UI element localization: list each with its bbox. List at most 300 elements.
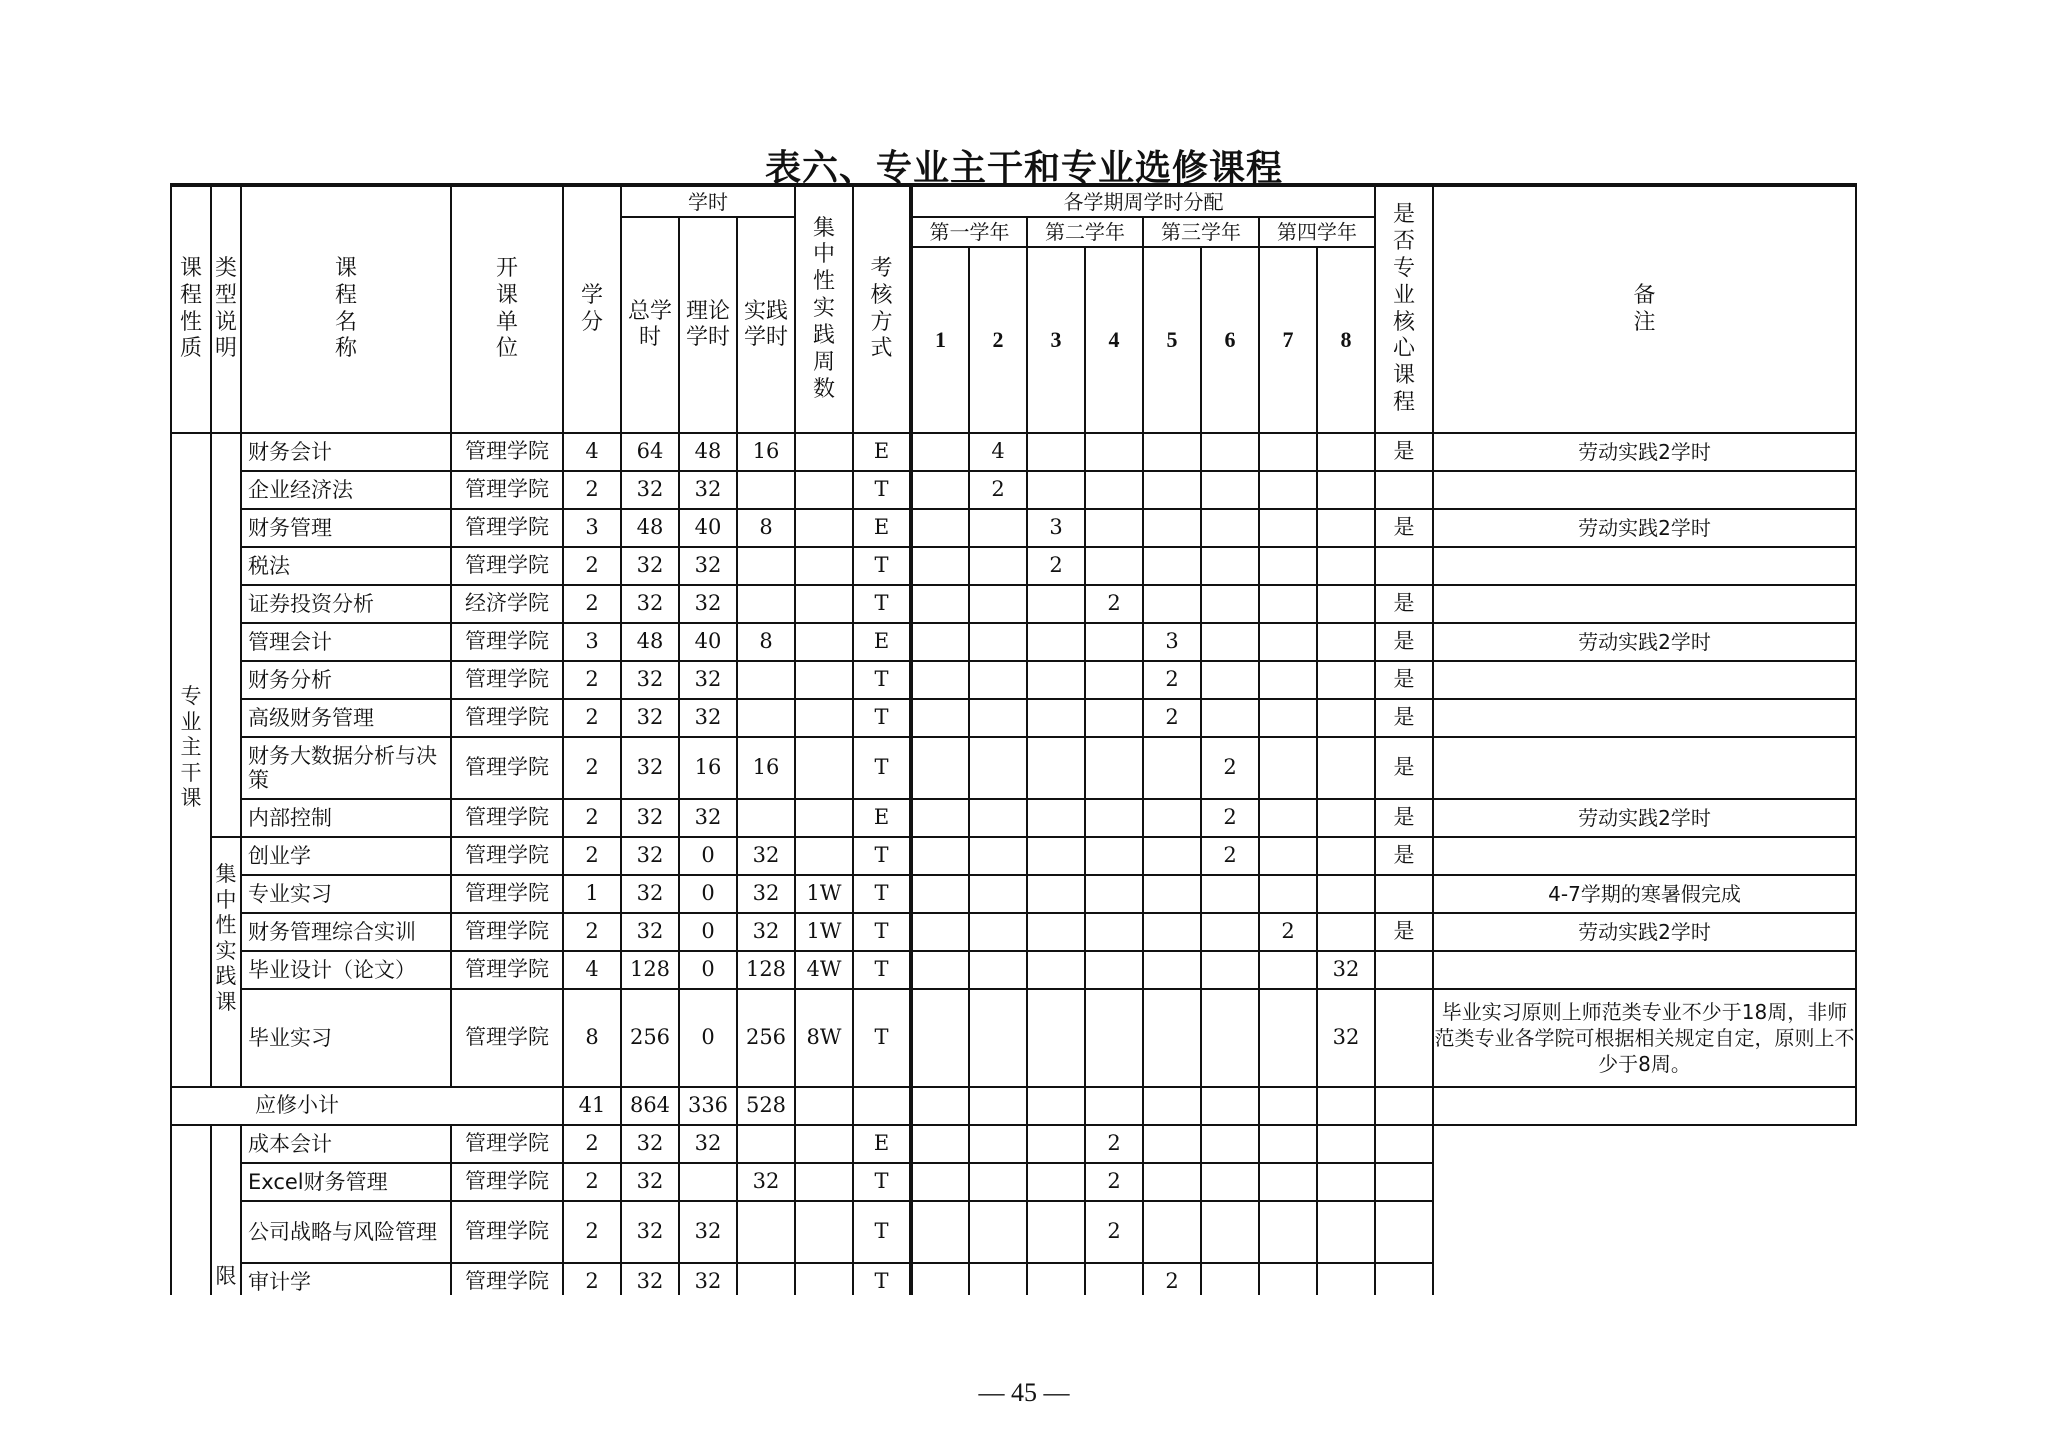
limited-note-blank: [1433, 1125, 1856, 1295]
course-theory: 32: [679, 661, 737, 699]
course-s8: [1317, 433, 1375, 471]
subtotal-s5: [1143, 1087, 1201, 1125]
course-weeks: 1W: [795, 913, 853, 951]
course-total: 48: [621, 509, 679, 547]
table-row: [171, 1125, 1856, 1163]
course-s6: [1201, 875, 1259, 913]
course-s2: 2: [969, 471, 1027, 509]
course-theory: 32: [679, 699, 737, 737]
course-s8: [1317, 661, 1375, 699]
course-unit: 管理学院: [451, 509, 563, 547]
course-practice: 8: [737, 623, 795, 661]
course-core: [1375, 471, 1433, 509]
course-s4: 2: [1085, 585, 1143, 623]
course-core: [1375, 1163, 1433, 1201]
course-unit: 管理学院: [451, 989, 563, 1087]
course-total: 32: [621, 585, 679, 623]
type-blank: [211, 433, 241, 837]
course-practice: 16: [737, 433, 795, 471]
course-s1: [911, 837, 969, 875]
course-practice: 32: [737, 837, 795, 875]
course-s8: [1317, 471, 1375, 509]
course-s5: [1143, 471, 1201, 509]
course-s1: [911, 547, 969, 585]
header-exam: 考核方式: [853, 185, 911, 433]
course-s8: [1317, 1263, 1375, 1295]
course-theory: 0: [679, 913, 737, 951]
course-credit: 2: [563, 1125, 621, 1163]
course-s6: [1201, 509, 1259, 547]
header-year-1: 第一学年: [911, 217, 1027, 247]
course-table: [170, 183, 1857, 1295]
course-credit: 2: [563, 799, 621, 837]
course-s1: [911, 623, 969, 661]
header-year-2: 第二学年: [1027, 217, 1143, 247]
course-exam: E: [853, 433, 911, 471]
course-s1: [911, 737, 969, 799]
course-credit: 3: [563, 509, 621, 547]
course-s1: [911, 509, 969, 547]
course-exam: T: [853, 547, 911, 585]
course-s3: [1027, 875, 1085, 913]
course-total: 32: [621, 1125, 679, 1163]
course-s3: [1027, 951, 1085, 989]
course-s7: [1259, 737, 1317, 799]
course-weeks: [795, 799, 853, 837]
course-theory: 16: [679, 737, 737, 799]
course-s1: [911, 799, 969, 837]
course-s2: [969, 623, 1027, 661]
table-row: [171, 951, 1856, 989]
course-practice: [737, 799, 795, 837]
subtotal-exam: [853, 1087, 911, 1125]
header-name: 课程名称: [241, 185, 451, 433]
table-row: [171, 433, 1856, 471]
subtotal-label: 应修小计: [171, 1087, 563, 1125]
header-unit: 开课单位: [451, 185, 563, 433]
course-unit: 管理学院: [451, 1125, 563, 1163]
course-exam: E: [853, 1125, 911, 1163]
course-s6: [1201, 661, 1259, 699]
course-s8: [1317, 547, 1375, 585]
course-note: [1433, 699, 1856, 737]
course-s2: [969, 875, 1027, 913]
course-unit: 管理学院: [451, 951, 563, 989]
course-note: [1433, 737, 1856, 799]
course-practice: [737, 471, 795, 509]
table-row: [171, 699, 1856, 737]
course-s1: [911, 471, 969, 509]
course-s6: [1201, 585, 1259, 623]
course-s7: [1259, 875, 1317, 913]
header-semester-5: 5: [1143, 247, 1201, 433]
course-s5: 2: [1143, 661, 1201, 699]
course-s7: [1259, 1125, 1317, 1163]
course-s3: [1027, 471, 1085, 509]
course-s3: 3: [1027, 509, 1085, 547]
course-note: [1433, 585, 1856, 623]
course-s6: 2: [1201, 737, 1259, 799]
course-s3: [1027, 661, 1085, 699]
course-core: 是: [1375, 737, 1433, 799]
course-s2: [969, 661, 1027, 699]
course-note: 劳动实践2学时: [1433, 623, 1856, 661]
course-s4: [1085, 837, 1143, 875]
course-weeks: [795, 837, 853, 875]
course-s8: [1317, 1201, 1375, 1263]
course-total: 32: [621, 913, 679, 951]
course-s8: [1317, 913, 1375, 951]
course-s4: 2: [1085, 1201, 1143, 1263]
course-credit: 2: [563, 661, 621, 699]
course-s5: [1143, 799, 1201, 837]
course-weeks: 8W: [795, 989, 853, 1087]
course-s4: [1085, 547, 1143, 585]
course-s6: [1201, 913, 1259, 951]
header-year-3: 第三学年: [1143, 217, 1259, 247]
course-name: 内部控制: [241, 799, 451, 837]
course-total: 64: [621, 433, 679, 471]
course-name: 税法: [241, 547, 451, 585]
course-practice: 32: [737, 1163, 795, 1201]
course-total: 48: [621, 623, 679, 661]
course-s6: [1201, 1201, 1259, 1263]
course-core: [1375, 989, 1433, 1087]
subtotal-credit: 41: [563, 1087, 621, 1125]
course-theory: 32: [679, 471, 737, 509]
table-row: [171, 661, 1856, 699]
course-weeks: [795, 1201, 853, 1263]
course-theory: 0: [679, 875, 737, 913]
course-note: [1433, 547, 1856, 585]
course-exam: T: [853, 585, 911, 623]
course-unit: 管理学院: [451, 837, 563, 875]
header-year-4: 第四学年: [1259, 217, 1375, 247]
course-s5: [1143, 433, 1201, 471]
course-s8: [1317, 737, 1375, 799]
course-name: Excel财务管理: [241, 1163, 451, 1201]
course-s6: [1201, 623, 1259, 661]
course-s7: [1259, 1201, 1317, 1263]
course-s1: [911, 585, 969, 623]
course-unit: 管理学院: [451, 623, 563, 661]
course-weeks: [795, 661, 853, 699]
course-credit: 8: [563, 989, 621, 1087]
course-table-body: [171, 433, 1856, 1295]
table-row: [171, 737, 1856, 799]
subtotal-s7: [1259, 1087, 1317, 1125]
course-s5: [1143, 989, 1201, 1087]
header-semester-3: 3: [1027, 247, 1085, 433]
course-exam: E: [853, 509, 911, 547]
course-s4: [1085, 875, 1143, 913]
course-practice: 128: [737, 951, 795, 989]
course-s5: 2: [1143, 1263, 1201, 1295]
course-s2: 4: [969, 433, 1027, 471]
course-weeks: 4W: [795, 951, 853, 989]
course-name: 财务管理综合实训: [241, 913, 451, 951]
group-major-label: 专业主干课: [171, 433, 211, 1087]
course-weeks: [795, 547, 853, 585]
course-theory: 0: [679, 989, 737, 1087]
course-total: 32: [621, 875, 679, 913]
course-s6: [1201, 547, 1259, 585]
course-unit: 管理学院: [451, 799, 563, 837]
course-exam: T: [853, 737, 911, 799]
course-name: 证券投资分析: [241, 585, 451, 623]
course-s4: [1085, 471, 1143, 509]
course-s6: [1201, 989, 1259, 1087]
course-note: [1433, 837, 1856, 875]
course-s7: [1259, 837, 1317, 875]
table-row: [171, 585, 1856, 623]
course-s6: [1201, 699, 1259, 737]
course-s4: 2: [1085, 1163, 1143, 1201]
subtotal-theory: 336: [679, 1087, 737, 1125]
course-s7: [1259, 951, 1317, 989]
table-row: [171, 837, 1856, 875]
course-name: 财务分析: [241, 661, 451, 699]
course-theory: 32: [679, 1263, 737, 1295]
subtotal-s6: [1201, 1087, 1259, 1125]
course-s2: [969, 585, 1027, 623]
course-name: 高级财务管理: [241, 699, 451, 737]
course-s2: [969, 799, 1027, 837]
course-name: 企业经济法: [241, 471, 451, 509]
course-s5: [1143, 1163, 1201, 1201]
course-total: 256: [621, 989, 679, 1087]
course-s4: [1085, 737, 1143, 799]
course-theory: 40: [679, 623, 737, 661]
course-credit: 2: [563, 547, 621, 585]
header-hours-group: 学时: [621, 185, 795, 217]
course-note: [1433, 951, 1856, 989]
course-s4: [1085, 913, 1143, 951]
course-s6: [1201, 1125, 1259, 1163]
course-total: 32: [621, 471, 679, 509]
course-name: 审计学: [241, 1263, 451, 1295]
course-s1: [911, 1263, 969, 1295]
course-credit: 2: [563, 837, 621, 875]
course-credit: 2: [563, 699, 621, 737]
course-s2: [969, 1125, 1027, 1163]
table-row: [171, 875, 1856, 913]
course-exam: T: [853, 661, 911, 699]
header-total-hours: 总学时: [621, 217, 679, 433]
course-s4: [1085, 509, 1143, 547]
table-row: [171, 623, 1856, 661]
course-s4: [1085, 661, 1143, 699]
course-note: 劳动实践2学时: [1433, 799, 1856, 837]
course-s1: [911, 433, 969, 471]
course-s4: [1085, 989, 1143, 1087]
course-s7: [1259, 433, 1317, 471]
course-s1: [911, 875, 969, 913]
course-s2: [969, 737, 1027, 799]
course-s7: [1259, 799, 1317, 837]
course-credit: 4: [563, 951, 621, 989]
table-row: [171, 471, 1856, 509]
course-weeks: [795, 1263, 853, 1295]
course-s4: [1085, 799, 1143, 837]
group-practice-label: 集中性实践课: [211, 837, 241, 1087]
course-s5: [1143, 509, 1201, 547]
course-theory: 40: [679, 509, 737, 547]
course-unit: 管理学院: [451, 547, 563, 585]
course-weeks: [795, 699, 853, 737]
header-nature: 课程性质: [171, 185, 211, 433]
course-core: [1375, 1125, 1433, 1163]
course-credit: 2: [563, 737, 621, 799]
course-s8: [1317, 799, 1375, 837]
course-theory: [679, 1163, 737, 1201]
course-core: 是: [1375, 509, 1433, 547]
course-s1: [911, 661, 969, 699]
course-note: 4-7学期的寒暑假完成: [1433, 875, 1856, 913]
course-total: 32: [621, 737, 679, 799]
course-practice: 8: [737, 509, 795, 547]
course-credit: 2: [563, 471, 621, 509]
course-exam: T: [853, 699, 911, 737]
course-name: 毕业实习: [241, 989, 451, 1087]
course-exam: T: [853, 951, 911, 989]
course-s8: [1317, 623, 1375, 661]
course-theory: 32: [679, 799, 737, 837]
course-s7: [1259, 547, 1317, 585]
course-s7: [1259, 623, 1317, 661]
course-s4: [1085, 433, 1143, 471]
course-s3: [1027, 585, 1085, 623]
course-weeks: [795, 509, 853, 547]
course-exam: T: [853, 1163, 911, 1201]
course-theory: 0: [679, 951, 737, 989]
course-s4: [1085, 699, 1143, 737]
course-s8: [1317, 1125, 1375, 1163]
course-core: [1375, 547, 1433, 585]
course-s5: [1143, 951, 1201, 989]
course-core: 是: [1375, 661, 1433, 699]
course-s3: [1027, 913, 1085, 951]
course-s3: [1027, 623, 1085, 661]
course-practice: 32: [737, 913, 795, 951]
course-exam: T: [853, 471, 911, 509]
course-s2: [969, 1263, 1027, 1295]
course-s7: [1259, 471, 1317, 509]
course-unit: 管理学院: [451, 471, 563, 509]
course-s4: [1085, 623, 1143, 661]
course-total: 32: [621, 837, 679, 875]
course-s3: [1027, 989, 1085, 1087]
course-credit: 2: [563, 913, 621, 951]
course-practice: 256: [737, 989, 795, 1087]
course-total: 128: [621, 951, 679, 989]
course-s5: [1143, 547, 1201, 585]
table-row: [171, 989, 1856, 1087]
course-note: 劳动实践2学时: [1433, 509, 1856, 547]
course-unit: 经济学院: [451, 585, 563, 623]
course-s7: [1259, 585, 1317, 623]
course-s8: [1317, 699, 1375, 737]
course-s6: [1201, 951, 1259, 989]
course-s5: [1143, 737, 1201, 799]
course-practice: [737, 1263, 795, 1295]
subtotal-note: [1433, 1087, 1856, 1125]
course-name: 公司战略与风险管理: [241, 1201, 451, 1263]
course-unit: 管理学院: [451, 875, 563, 913]
course-s1: [911, 951, 969, 989]
course-practice: [737, 585, 795, 623]
course-weeks: [795, 471, 853, 509]
course-s6: [1201, 433, 1259, 471]
course-exam: T: [853, 913, 911, 951]
header-core: 是否专业核心课程: [1375, 185, 1433, 433]
table-row: [171, 799, 1856, 837]
course-name: 财务管理: [241, 509, 451, 547]
group-limited-label: 限: [211, 1125, 241, 1295]
course-weeks: [795, 623, 853, 661]
header-semester-1: 1: [911, 247, 969, 433]
course-s3: [1027, 1263, 1085, 1295]
course-s3: [1027, 737, 1085, 799]
table-row: [171, 509, 1856, 547]
course-theory: 0: [679, 837, 737, 875]
course-exam: T: [853, 1201, 911, 1263]
course-total: 32: [621, 799, 679, 837]
course-weeks: [795, 585, 853, 623]
table-row: [171, 913, 1856, 951]
subtotal-weeks: [795, 1087, 853, 1125]
course-practice: 16: [737, 737, 795, 799]
course-total: 32: [621, 699, 679, 737]
course-exam: T: [853, 989, 911, 1087]
course-s5: [1143, 1201, 1201, 1263]
course-total: 32: [621, 661, 679, 699]
course-name: 财务大数据分析与决策: [241, 737, 451, 799]
course-core: [1375, 1201, 1433, 1263]
course-weeks: [795, 1125, 853, 1163]
course-total: 32: [621, 1263, 679, 1295]
course-s1: [911, 989, 969, 1087]
course-s6: [1201, 1263, 1259, 1295]
course-practice: [737, 1201, 795, 1263]
course-s5: [1143, 875, 1201, 913]
course-s8: 32: [1317, 989, 1375, 1087]
course-core: 是: [1375, 799, 1433, 837]
course-s2: [969, 913, 1027, 951]
course-s3: [1027, 837, 1085, 875]
header-semester-8: 8: [1317, 247, 1375, 433]
course-name: 专业实习: [241, 875, 451, 913]
course-s3: [1027, 433, 1085, 471]
course-s7: [1259, 699, 1317, 737]
header-type: 类型说明: [211, 185, 241, 433]
course-s8: [1317, 875, 1375, 913]
course-unit: 管理学院: [451, 1163, 563, 1201]
course-weeks: [795, 433, 853, 471]
subtotal-s1: [911, 1087, 969, 1125]
page-number: — 45 —: [978, 1378, 1070, 1407]
course-s6: 2: [1201, 837, 1259, 875]
course-s2: [969, 951, 1027, 989]
course-s2: [969, 989, 1027, 1087]
subtotal-core: [1375, 1087, 1433, 1125]
course-s7: [1259, 509, 1317, 547]
course-credit: 4: [563, 433, 621, 471]
course-s3: [1027, 1125, 1085, 1163]
course-unit: 管理学院: [451, 699, 563, 737]
course-s1: [911, 699, 969, 737]
course-s3: [1027, 799, 1085, 837]
